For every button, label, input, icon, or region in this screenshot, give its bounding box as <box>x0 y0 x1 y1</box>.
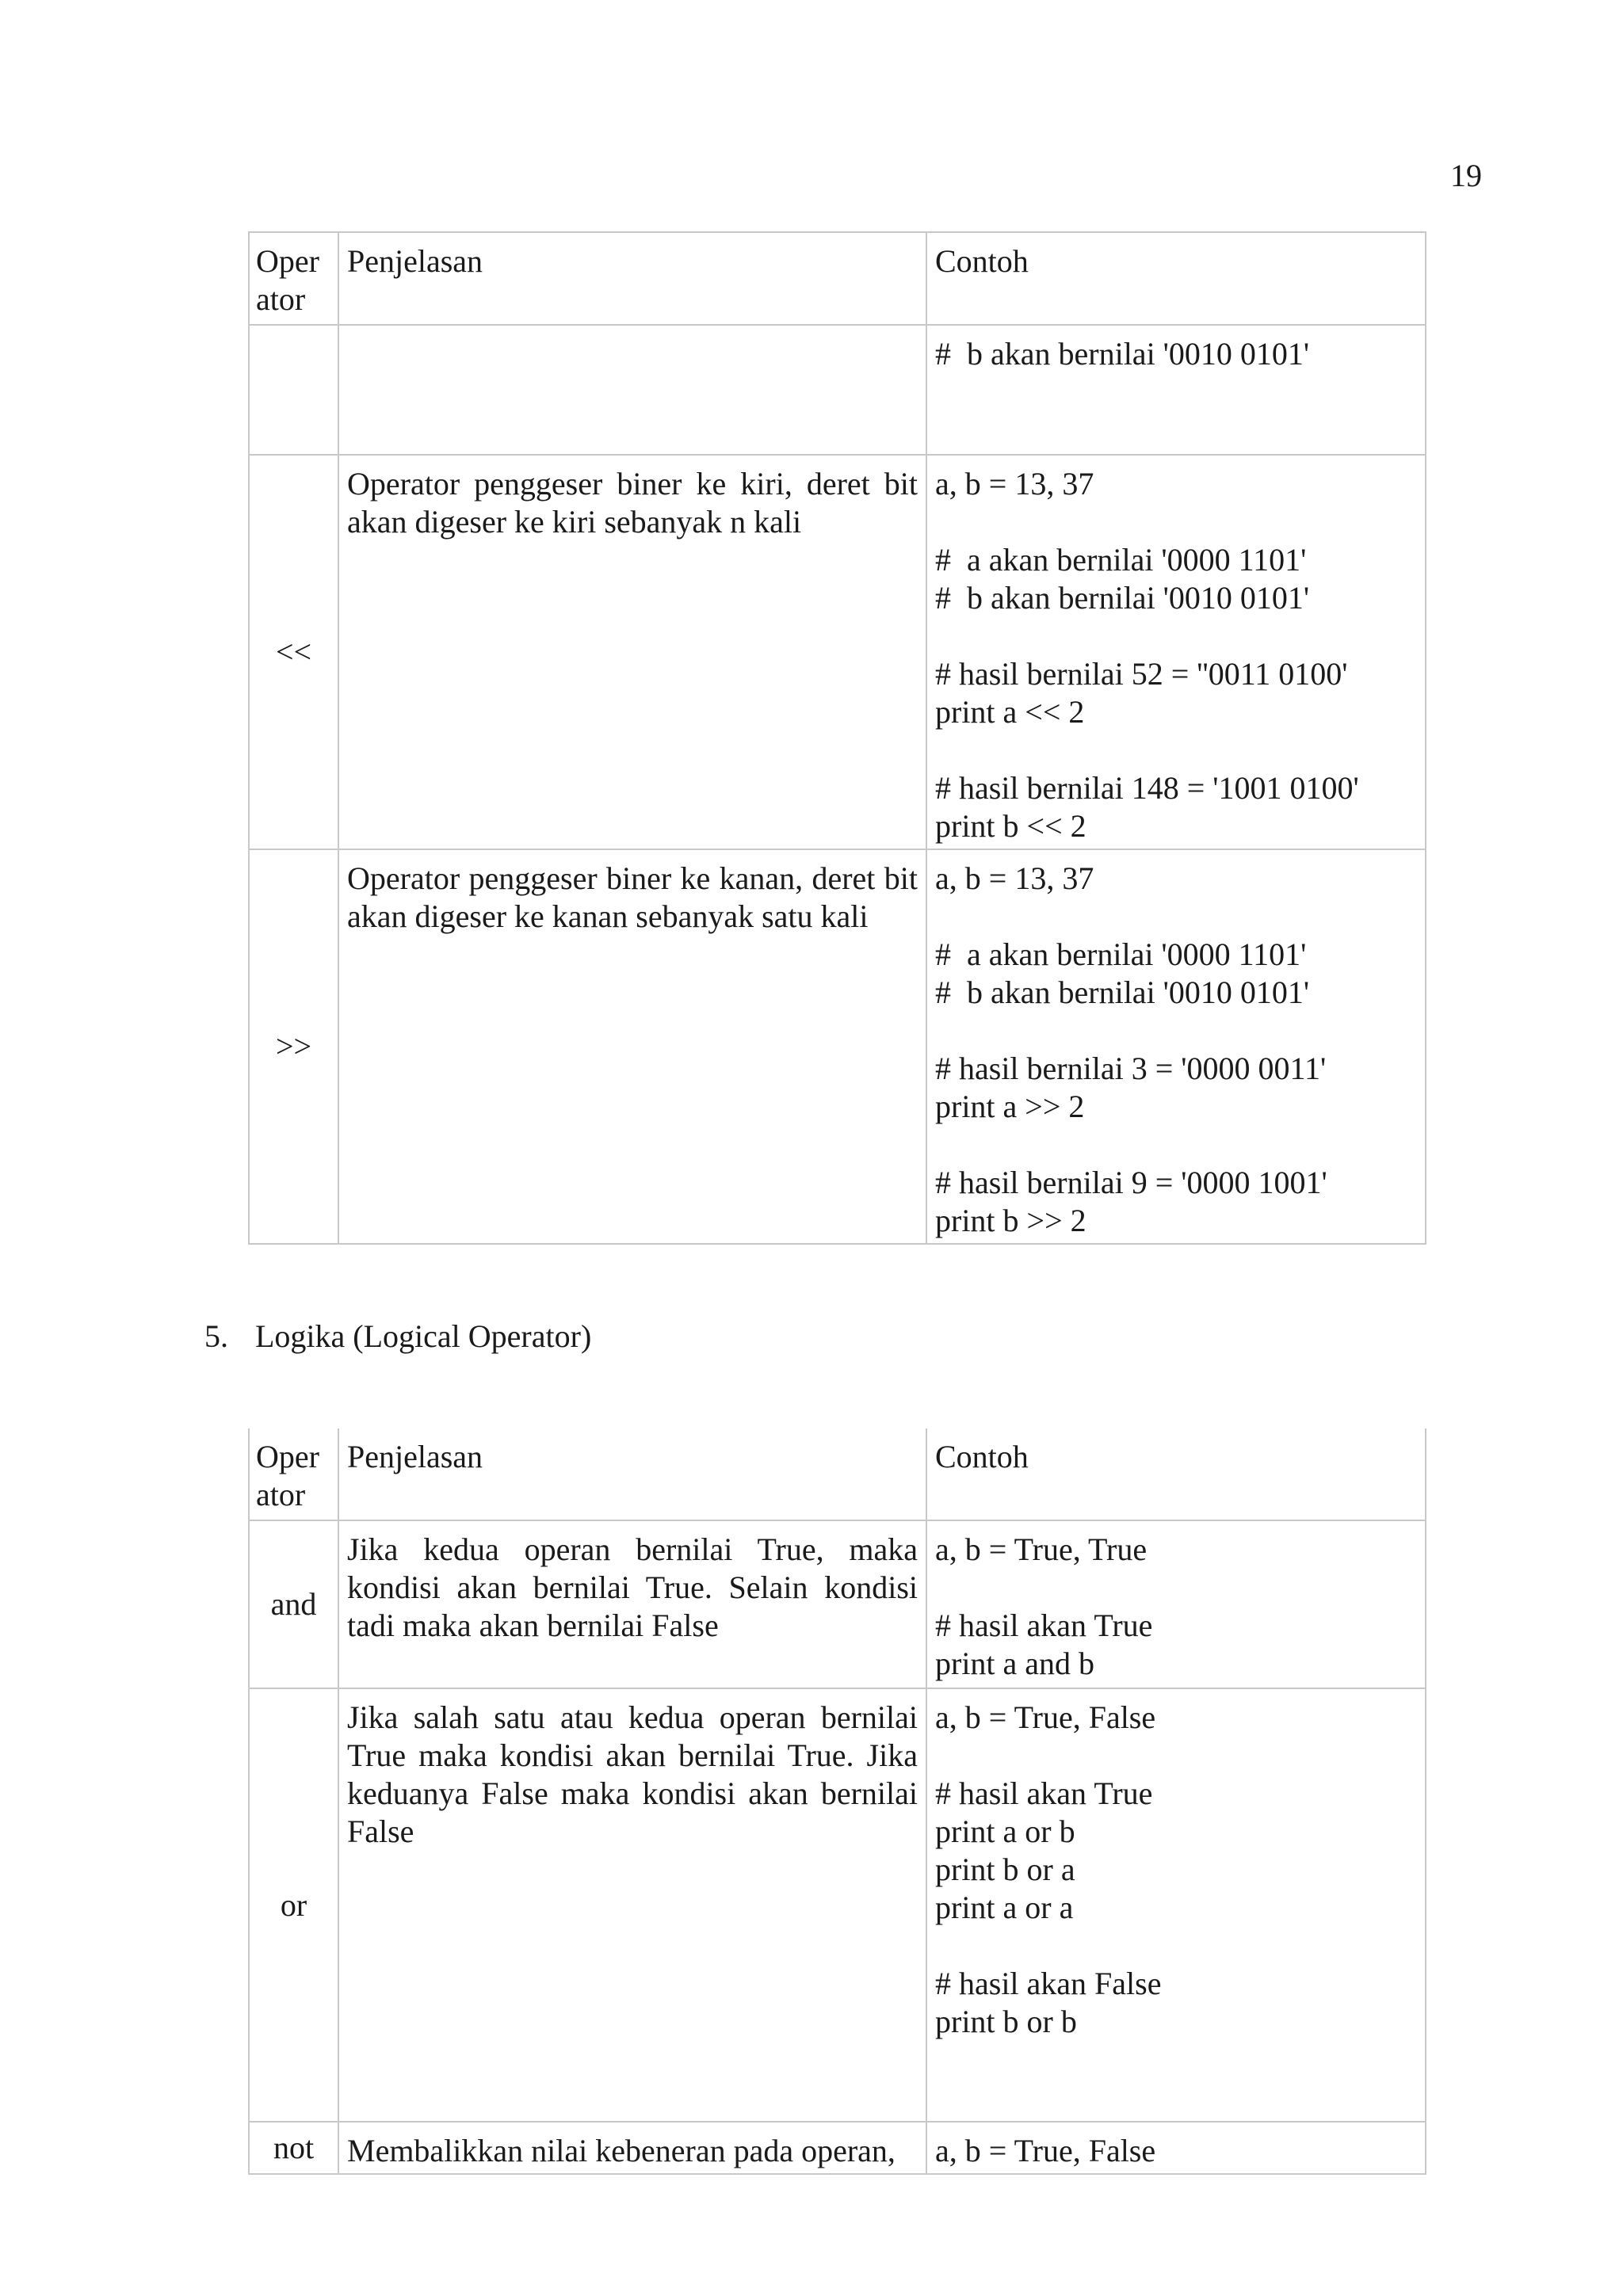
example-cell <box>926 455 1426 849</box>
description-cell: Jika kedua operan bernilai True, maka kondisi akan bernilai True. Selain kondisi tadi maka akan bernilai False <box>338 1520 926 1688</box>
code-line <box>935 1927 1417 1965</box>
description-cell: Operator penggeser biner ke kiri, deret bit akan digeser ke kiri sebanyak n kali <box>338 455 926 849</box>
logical-operator-table <box>248 1428 1426 2175</box>
code-line: # b akan bernilai '0010 0101' <box>935 580 1310 616</box>
operator-cell: << <box>249 455 338 849</box>
table-row <box>249 455 1426 849</box>
code-line: # a akan bernilai '0000 1101' <box>935 936 1307 972</box>
header-example: Contoh <box>926 232 1426 325</box>
code-line: print a or b <box>935 1814 1075 1849</box>
code-line: # hasil akan True <box>935 1775 1153 1811</box>
code-line: # hasil akan True <box>935 1608 1153 1643</box>
table-row <box>249 1688 1426 2122</box>
description-cell: Membalikkan nilai kebeneran pada operan, <box>338 2122 926 2174</box>
code-line <box>935 1012 1417 1050</box>
table-row <box>249 325 1426 455</box>
code-line <box>935 898 1417 936</box>
page-number: 19 <box>1450 158 1482 193</box>
section-heading <box>204 1318 591 1356</box>
table-header-row <box>249 1428 1426 1520</box>
code-line <box>935 1569 1417 1607</box>
code-line: print a and b <box>935 1646 1095 1681</box>
code-line <box>935 1737 1417 1775</box>
code-line: # hasil bernilai 9 = '0000 1001' <box>935 1165 1327 1200</box>
code-line <box>935 731 1417 769</box>
code-line: a, b = True, False <box>935 1699 1156 1735</box>
code-line: print a << 2 <box>935 694 1085 730</box>
code-line <box>935 503 1417 541</box>
operator-cell: and <box>249 1520 338 1688</box>
code-line: print a or a <box>935 1890 1074 1925</box>
description-cell: Operator penggeser biner ke kanan, deret bit akan digeser ke kanan sebanyak satu kali <box>338 849 926 1244</box>
operator-cell: not <box>249 2122 338 2174</box>
code-line: print b or a <box>935 1852 1075 1887</box>
operator-cell <box>249 325 338 455</box>
description-cell: Jika salah satu atau kedua operan bernilai True maka kondisi akan bernilai True. Jika keduanya False maka kondisi akan bernilai False <box>338 1688 926 2122</box>
code-line: print b >> 2 <box>935 1203 1086 1238</box>
example-cell <box>926 325 1426 455</box>
code-line: print b or b <box>935 2004 1077 2039</box>
table-row <box>249 849 1426 1244</box>
description-cell <box>338 325 926 455</box>
code-line: # b akan bernilai '0010 0101' <box>935 336 1310 372</box>
code-line: # a akan bernilai '0000 1101' <box>935 542 1307 578</box>
header-description: Penjelasan <box>338 232 926 325</box>
section-title: Logika (Logical Operator) <box>255 1318 592 1354</box>
operator-cell: >> <box>249 849 338 1244</box>
example-cell <box>926 1688 1426 2122</box>
code-line: print b << 2 <box>935 808 1086 844</box>
code-line: a, b = True, False <box>935 2133 1156 2168</box>
code-line: print a >> 2 <box>935 1089 1085 1124</box>
header-operator: Oper ator <box>249 1428 338 1520</box>
code-line: # hasil bernilai 3 = '0000 0011' <box>935 1051 1327 1086</box>
table-header-row <box>249 232 1426 325</box>
code-line: a, b = 13, 37 <box>935 466 1094 502</box>
header-example: Contoh <box>926 1428 1426 1520</box>
code-line: a, b = 13, 37 <box>935 860 1094 896</box>
table-row <box>249 1520 1426 1688</box>
code-line <box>935 1126 1417 1164</box>
example-cell <box>926 2122 1426 2174</box>
table-row <box>249 2122 1426 2174</box>
example-cell <box>926 1520 1426 1688</box>
example-cell <box>926 849 1426 1244</box>
code-line: # hasil bernilai 148 = '1001 0100' <box>935 770 1359 806</box>
code-line: # hasil bernilai 52 = ''0011 0100' <box>935 656 1348 692</box>
code-line: # b akan bernilai '0010 0101' <box>935 974 1310 1010</box>
header-description: Penjelasan <box>338 1428 926 1520</box>
bitwise-operator-table <box>248 231 1426 1245</box>
section-number: 5. <box>204 1318 228 1354</box>
code-line: a, b = True, True <box>935 1531 1148 1567</box>
code-line: # hasil akan False <box>935 1966 1162 2001</box>
code-line <box>935 617 1417 655</box>
header-operator: Oper ator <box>249 232 338 325</box>
operator-cell: or <box>249 1688 338 2122</box>
